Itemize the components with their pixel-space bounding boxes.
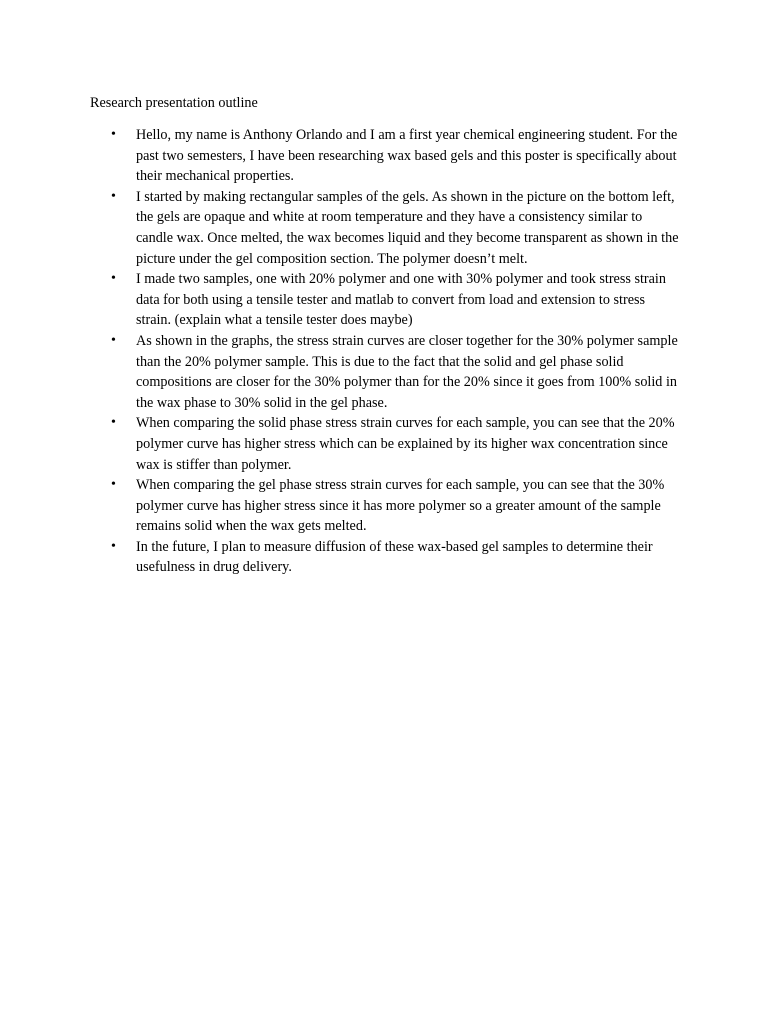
list-item bbox=[0, 537, 682, 578]
bullet-icon: • bbox=[111, 538, 116, 554]
bullet-icon: • bbox=[111, 127, 116, 142]
list-item bbox=[0, 413, 682, 475]
list-item-text: I started by making rectangular samples of the gels. As shown in the picture on the bottom left, the gels are opaque and white at room temperature and they have a consistency similar to candle wax. Once melted, the wax becomes liquid and they become transparent as shown in the picture under the gel composition section. The polymer doesn’t melt. bbox=[136, 188, 679, 267]
list-item bbox=[0, 269, 682, 331]
bullet-icon: • bbox=[111, 477, 116, 493]
list-item bbox=[0, 125, 682, 187]
bullet-icon: • bbox=[111, 332, 116, 348]
list-item-text: As shown in the graphs, the stress strain curves are closer together for the 30% polymer sample than the 20% polymer sample. This is due to the fact that the solid and gel phase solid compositions are closer for the 30% polymer than for the 20% since it goes from 100% solid in the wax phase to 30% solid in the gel phase. bbox=[136, 332, 678, 411]
document-title: Research presentation outline bbox=[90, 95, 258, 111]
bullet-icon: • bbox=[111, 188, 116, 204]
list-item-text: Hello, my name is Anthony Orlando and I am a first year chemical engineering student. For the past two semesters, I have been researching wax based gels and this poster is specifically about their mechanical properties. bbox=[136, 127, 678, 185]
list-item bbox=[0, 331, 682, 413]
outline-list bbox=[0, 125, 768, 578]
list-item bbox=[0, 475, 682, 537]
list-item-text: When comparing the solid phase stress strain curves for each sample, you can see that the 20% polymer curve has higher stress which can be explained by its higher wax concentration since wax is stiffer than polymer. bbox=[136, 415, 675, 473]
list-item-text: In the future, I plan to measure diffusion of these wax-based gel samples to determine their usefulness in drug delivery. bbox=[136, 538, 653, 576]
list-item-text: When comparing the gel phase stress strain curves for each sample, you can see that the 30% polymer curve has higher stress since it has more polymer so a greater amount of the sample remains solid when the wax gets melted. bbox=[136, 477, 665, 535]
list-item bbox=[0, 187, 682, 269]
bullet-icon: • bbox=[111, 271, 116, 287]
list-item-text: I made two samples, one with 20% polymer and one with 30% polymer and took stress strain data for both using a tensile tester and matlab to convert from load and extension to stress strain. (explain what a tensile tester does maybe) bbox=[136, 271, 666, 329]
bullet-icon: • bbox=[111, 415, 116, 431]
